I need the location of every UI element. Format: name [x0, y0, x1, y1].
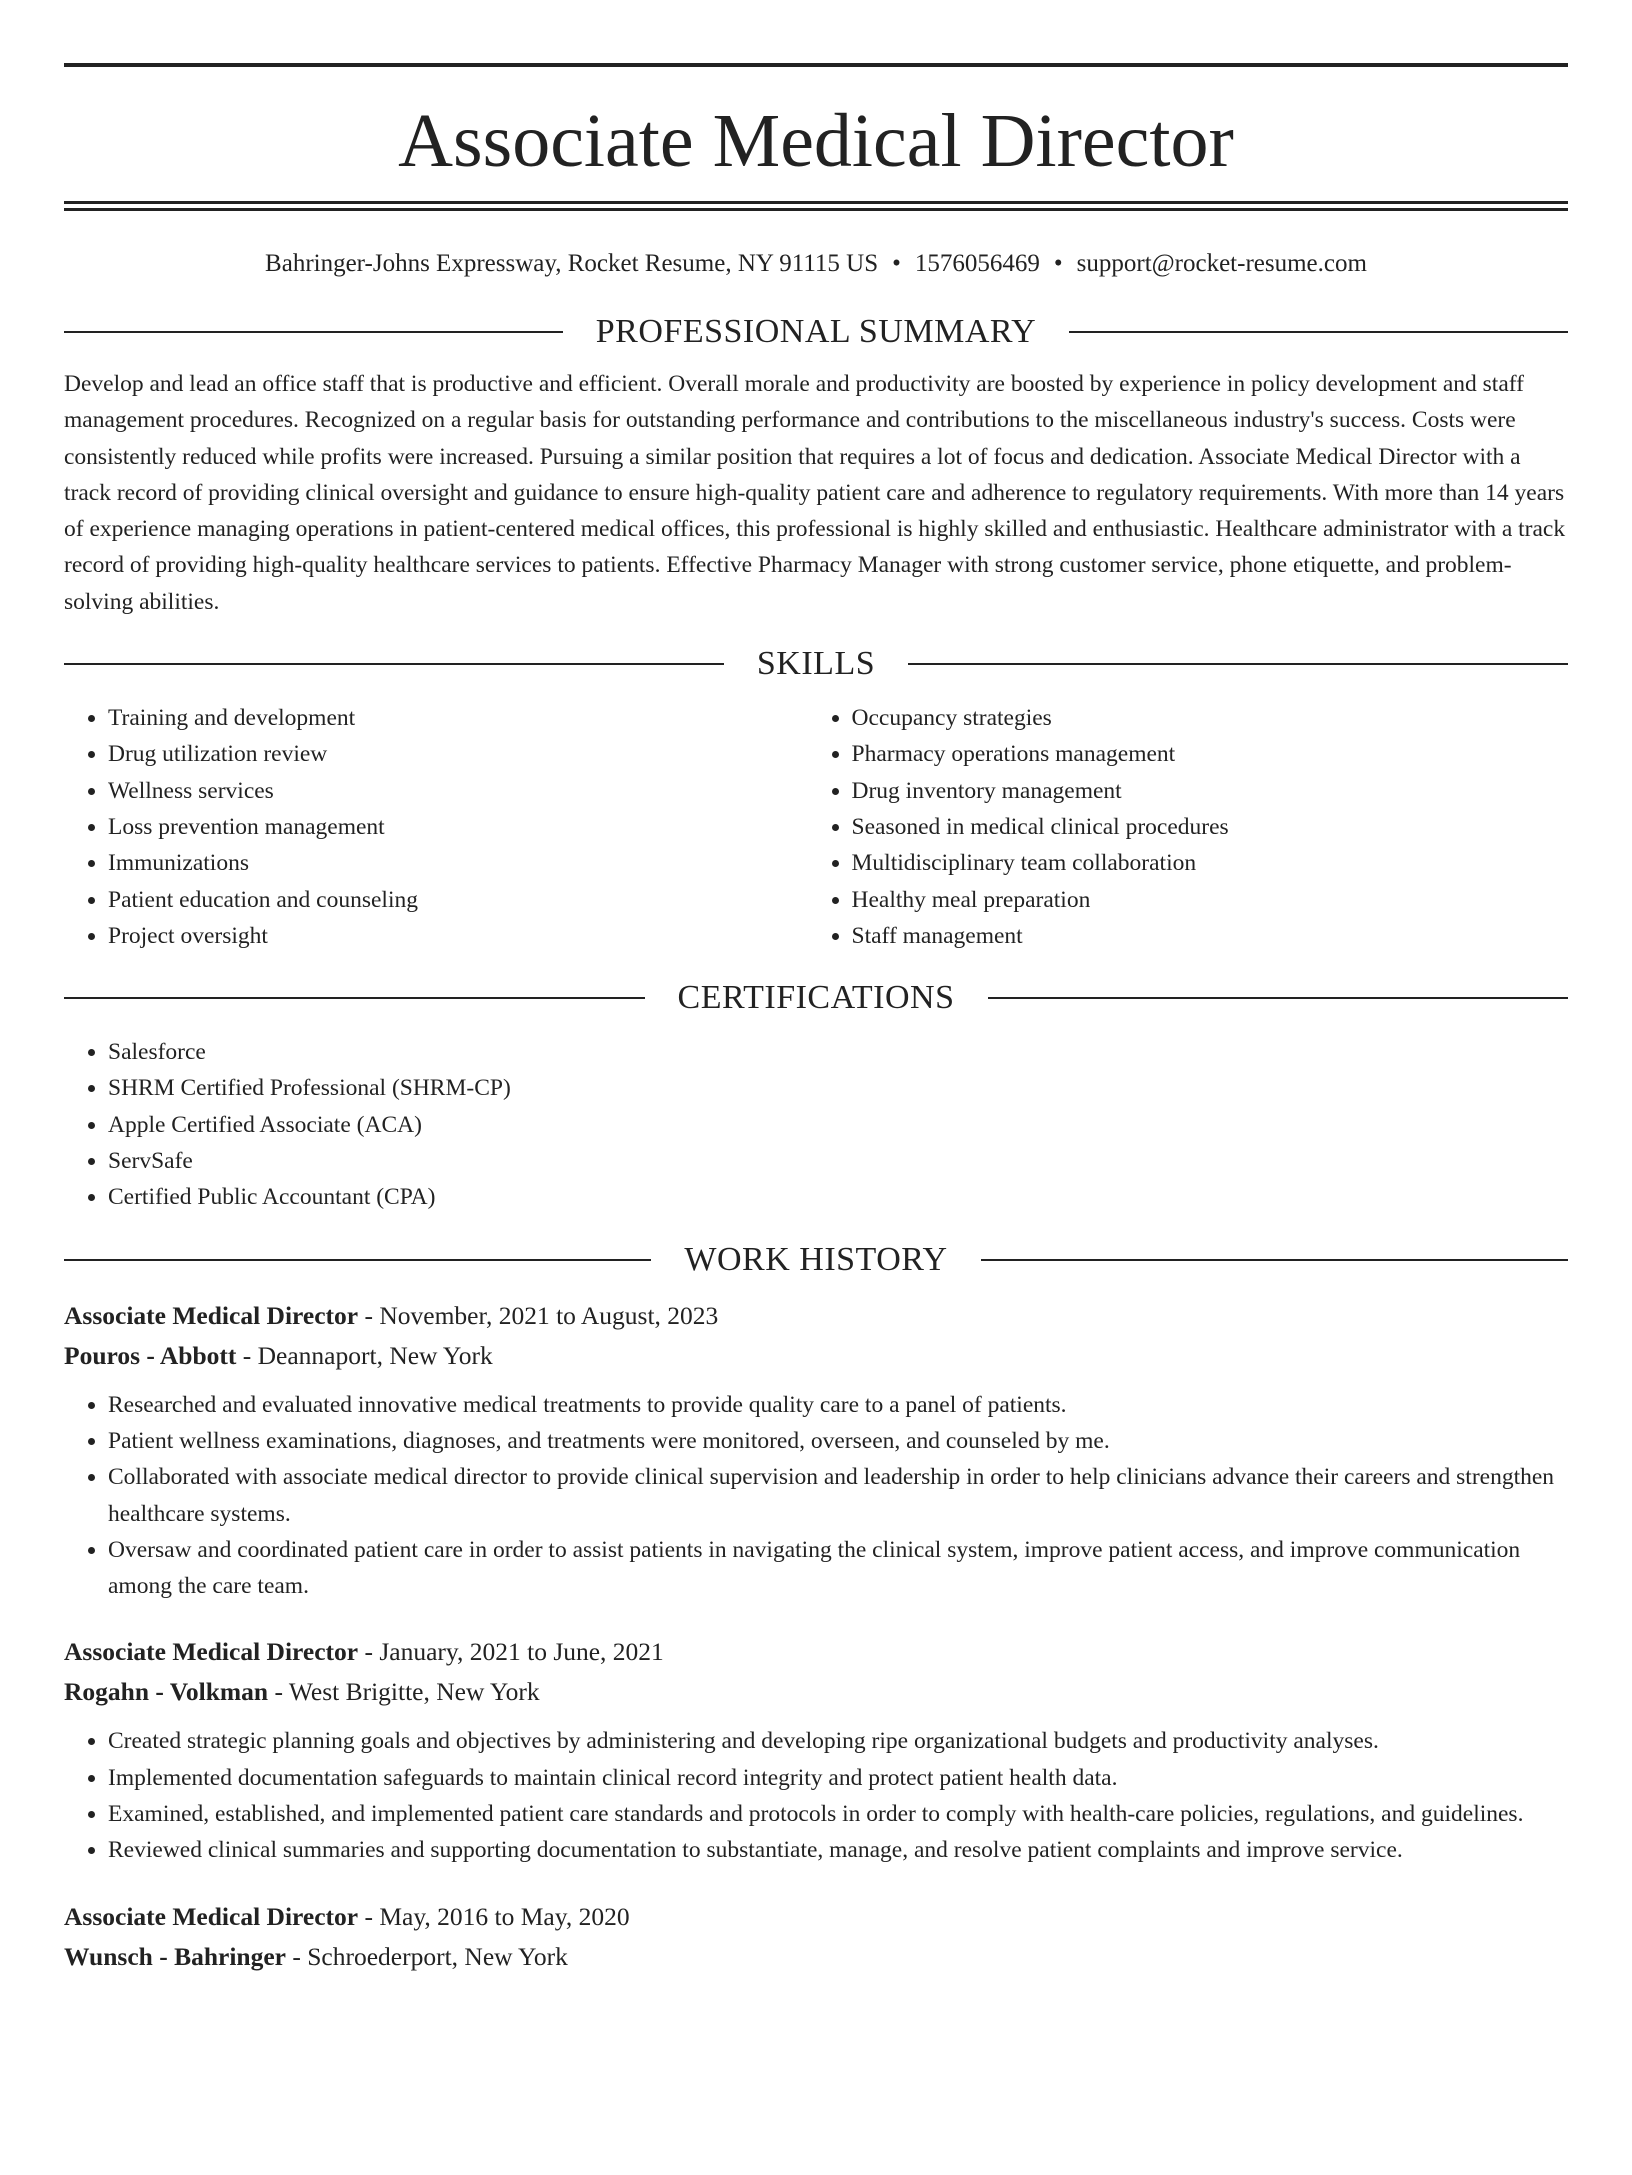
heading-rule-right [988, 997, 1569, 999]
heading-rule-right [981, 1259, 1568, 1261]
job-bullets [64, 1723, 1568, 1868]
certifications-list [64, 1034, 1568, 1215]
job-title: Associate Medical Director [64, 1637, 359, 1667]
job-bullet: • Collaborated with associate medical director to provide clinical supervision and leadership in order to help clinicians advance their careers and strengthen healthcare systems. [108, 1459, 1568, 1532]
skills-heading-text: SKILLS [756, 645, 876, 683]
certification-item: • ServSafe [108, 1143, 1568, 1179]
skill-item: • Multidisciplinary team collaboration [852, 845, 1568, 881]
certification-item: • Salesforce [108, 1034, 1568, 1070]
job-title: Associate Medical Director [64, 1901, 359, 1931]
contact-phone: 1576056469 [914, 250, 1040, 277]
skill-item: • Drug inventory management [852, 773, 1568, 809]
certification-item: • Certified Public Accountant (CPA) [108, 1179, 1568, 1215]
job-company: Wunsch - Bahringer [64, 1941, 286, 1971]
skills-heading [64, 642, 1568, 686]
skill-item: • Healthy meal preparation [852, 882, 1568, 918]
skill-item: • Loss prevention management [108, 809, 808, 845]
job-bullet: • Created strategic planning goals and objectives by administering and developing ripe organizational budgets and productivity analyses. [108, 1723, 1568, 1759]
heading-rule-right [1069, 331, 1568, 333]
job-bullet: • Oversaw and coordinated patient care in order to assist patients in navigating the clinical system, improve patient access, and improve communication among the care team. [108, 1532, 1568, 1605]
contact-line [64, 244, 1568, 284]
certifications-heading [64, 976, 1568, 1020]
contact-address: Bahringer-Johns Expressway, Rocket Resume, NY 91115 US [265, 250, 879, 277]
skills-columns [64, 700, 1568, 954]
skill-item: • Seasoned in medical clinical procedures [852, 809, 1568, 845]
job-bullet: • Reviewed clinical summaries and supporting documentation to substantiate, manage, and resolve patient complaints and improve service. [108, 1832, 1568, 1868]
heading-rule-left [64, 997, 645, 999]
job-title-line [64, 1296, 1568, 1336]
job-bullet: • Examined, established, and implemented patient care standards and protocols in order to comply with health-care policies, regulations, and guidelines. [108, 1796, 1568, 1832]
job-dates: - November, 2021 to August, 2023 [358, 1300, 719, 1330]
heading-rule-left [64, 1259, 651, 1261]
skill-item: • Pharmacy operations management [852, 736, 1568, 772]
job-company: Pouros - Abbott [64, 1340, 237, 1370]
heading-rule-left [64, 663, 724, 665]
job-location: - West Brigitte, New York [268, 1677, 540, 1707]
summary-heading [64, 310, 1568, 354]
job-bullet: • Researched and evaluated innovative medical treatments to provide quality care to a panel of patients. [108, 1387, 1568, 1423]
work-history-heading-text: WORK HISTORY [684, 1240, 948, 1278]
job-company: Rogahn - Volkman [64, 1677, 269, 1707]
job-title-line [64, 1632, 1568, 1672]
contact-separator: • [892, 250, 901, 277]
skill-item: • Occupancy strategies [852, 700, 1568, 736]
work-history-heading [64, 1238, 1568, 1282]
skill-item: • Immunizations [108, 845, 808, 881]
summary-text: Develop and lead an office staff that is productive and efficient. Overall morale and productivity are boosted by experience in policy development and staff management procedures. Recognized on a regular basis for outstanding performance and contributions to the miscellaneous industry's success. Costs were consistently reduced while profits were increased. Pursuing a similar position that requires a lot of focus and dedication. Associate Medical Director with a track record of providing clinical oversight and guidance to ensure high-quality patient care and adherence to regulatory requirements. With more than 14 years of experience managing operations in patient-centered medical offices, this professional is highly skilled and enthusiastic. Healthcare administrator with a track record of providing high-quality healthcare services to patients. Effective Pharmacy Manager with strong customer service, phone etiquette, and problem-solving abilities. [64, 371, 1566, 615]
job-company-line [64, 1336, 1568, 1376]
job-dates: - January, 2021 to June, 2021 [358, 1637, 664, 1667]
heading-rule-left [64, 331, 563, 333]
job-bullet: • Implemented documentation safeguards to maintain clinical record integrity and protect patient health data. [108, 1760, 1568, 1796]
heading-rule-right [908, 663, 1568, 665]
job-entry [64, 1897, 1568, 1977]
resume-page [0, 63, 1632, 2175]
certification-item: • SHRM Certified Professional (SHRM-CP) [108, 1070, 1568, 1106]
job-location: - Deannaport, New York [236, 1340, 493, 1370]
double-rule [64, 201, 1568, 211]
summary-heading-text: PROFESSIONAL SUMMARY [595, 313, 1037, 350]
job-dates: - May, 2016 to May, 2020 [358, 1901, 630, 1931]
skills-list-left [64, 700, 808, 954]
contact-email: support@rocket-resume.com [1076, 250, 1367, 277]
job-location: - Schroederport, New York [285, 1941, 568, 1971]
certifications-heading-text: CERTIFICATIONS [677, 979, 955, 1017]
job-entry [64, 1296, 1568, 1605]
skill-item: • Project oversight [108, 918, 808, 954]
skill-item: • Training and development [108, 700, 808, 736]
job-title: Associate Medical Director [64, 1300, 359, 1330]
skill-item: • Wellness services [108, 773, 808, 809]
skill-item: • Patient education and counseling [108, 882, 808, 918]
job-title-line [64, 1897, 1568, 1937]
job-bullets [64, 1387, 1568, 1605]
job-company-line [64, 1672, 1568, 1712]
certification-item: • Apple Certified Associate (ACA) [108, 1107, 1568, 1143]
contact-separator: • [1053, 250, 1063, 277]
resume-name: Associate Medical Director [398, 99, 1234, 183]
skill-item: • Drug utilization review [108, 736, 808, 772]
job-entry [64, 1632, 1568, 1868]
skill-item: • Staff management [852, 918, 1568, 954]
skills-list-right [808, 700, 1568, 954]
job-bullet: • Patient wellness examinations, diagnoses, and treatments were monitored, overseen, and counseled by me. [108, 1423, 1568, 1459]
job-company-line [64, 1937, 1568, 1977]
